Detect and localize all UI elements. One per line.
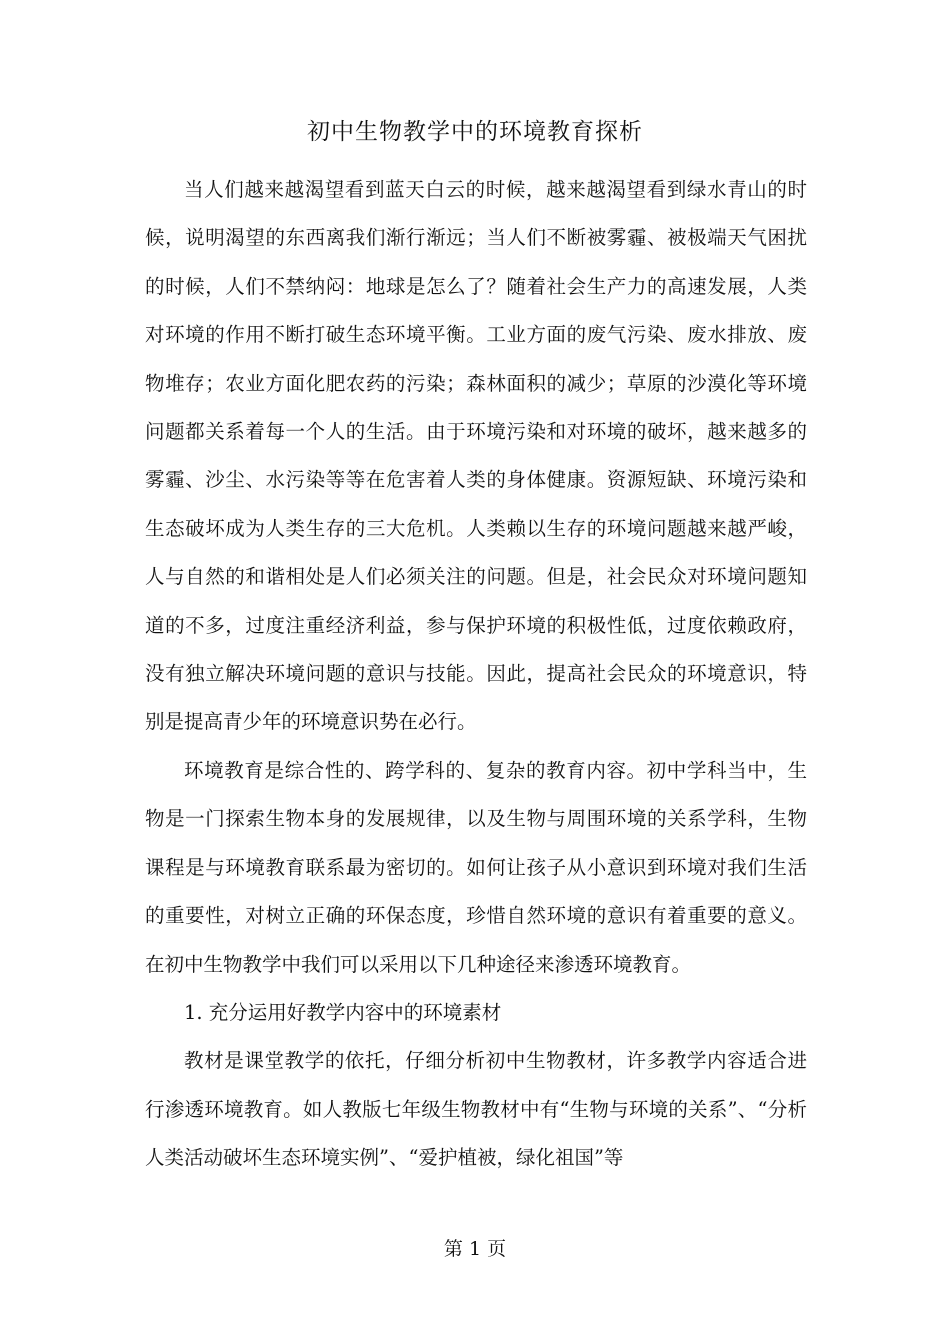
document-title: 初中生物教学中的环境教育探析	[307, 119, 643, 145]
paragraph-environment-education: 环境教育是综合性的、跨学科的、复杂的教育内容。初中学科当中，生物是一门探索生物本身的发展规律，以及生物与周围环境的关系学科，生物课程是与环境教育联系最为密切的。如何让孩子从小意识到环境对我们生活的重要性，对树立正确的环保态度，珍惜自然环境的意识有着重要的意义。在初中生物教学中我们可以采用以下几种途径来渗透环境教育。	[145, 758, 807, 976]
page-number: 第 1 页	[443, 1238, 507, 1260]
document-body	[145, 166, 807, 1183]
paragraph-intro: 当人们越来越渴望看到蓝天白云的时候，越来越渴望看到绿水青山的时候，说明渴望的东西离我们渐行渐远；当人们不断被雾霾、被极端天气困扰的时候，人们不禁纳闷：地球是怎么了？随着社会生产力的高速发展，人类对环境的作用不断打破生态环境平衡。工业方面的废气污染、废水排放、废物堆存；农业方面化肥农药的污染；森林面积的减少；草原的沙漠化等环境问题都关系着每一个人的生活。由于环境污染和对环境的破坏，越来越多的雾霾、沙尘、水污染等等在危害着人类的身体健康。资源短缺、环境污染和生态破坏成为人类生存的三大危机。人类赖以生存的环境问题越来越严峻，人与自然的和谐相处是人们必须关注的问题。但是，社会民众对环境问题知道的不多，过度注重经济利益，参与保护环境的积极性低，过度依赖政府，没有独立解决环境问题的意识与技能。因此，提高社会民众的环境意识，特别是提高青少年的环境意识势在必行。	[145, 178, 807, 734]
paragraph-textbook: 教材是课堂教学的依托，仔细分析初中生物教材，许多教学内容适合进行渗透环境教育。如人教版七年级生物教材中有“生物与环境的关系”、“分析人类活动破坏生态环境实例”、“爱护植被，绿化祖国”等	[145, 1049, 807, 1170]
section-heading-1: 1. 充分运用好教学内容中的环境素材	[184, 1000, 502, 1024]
